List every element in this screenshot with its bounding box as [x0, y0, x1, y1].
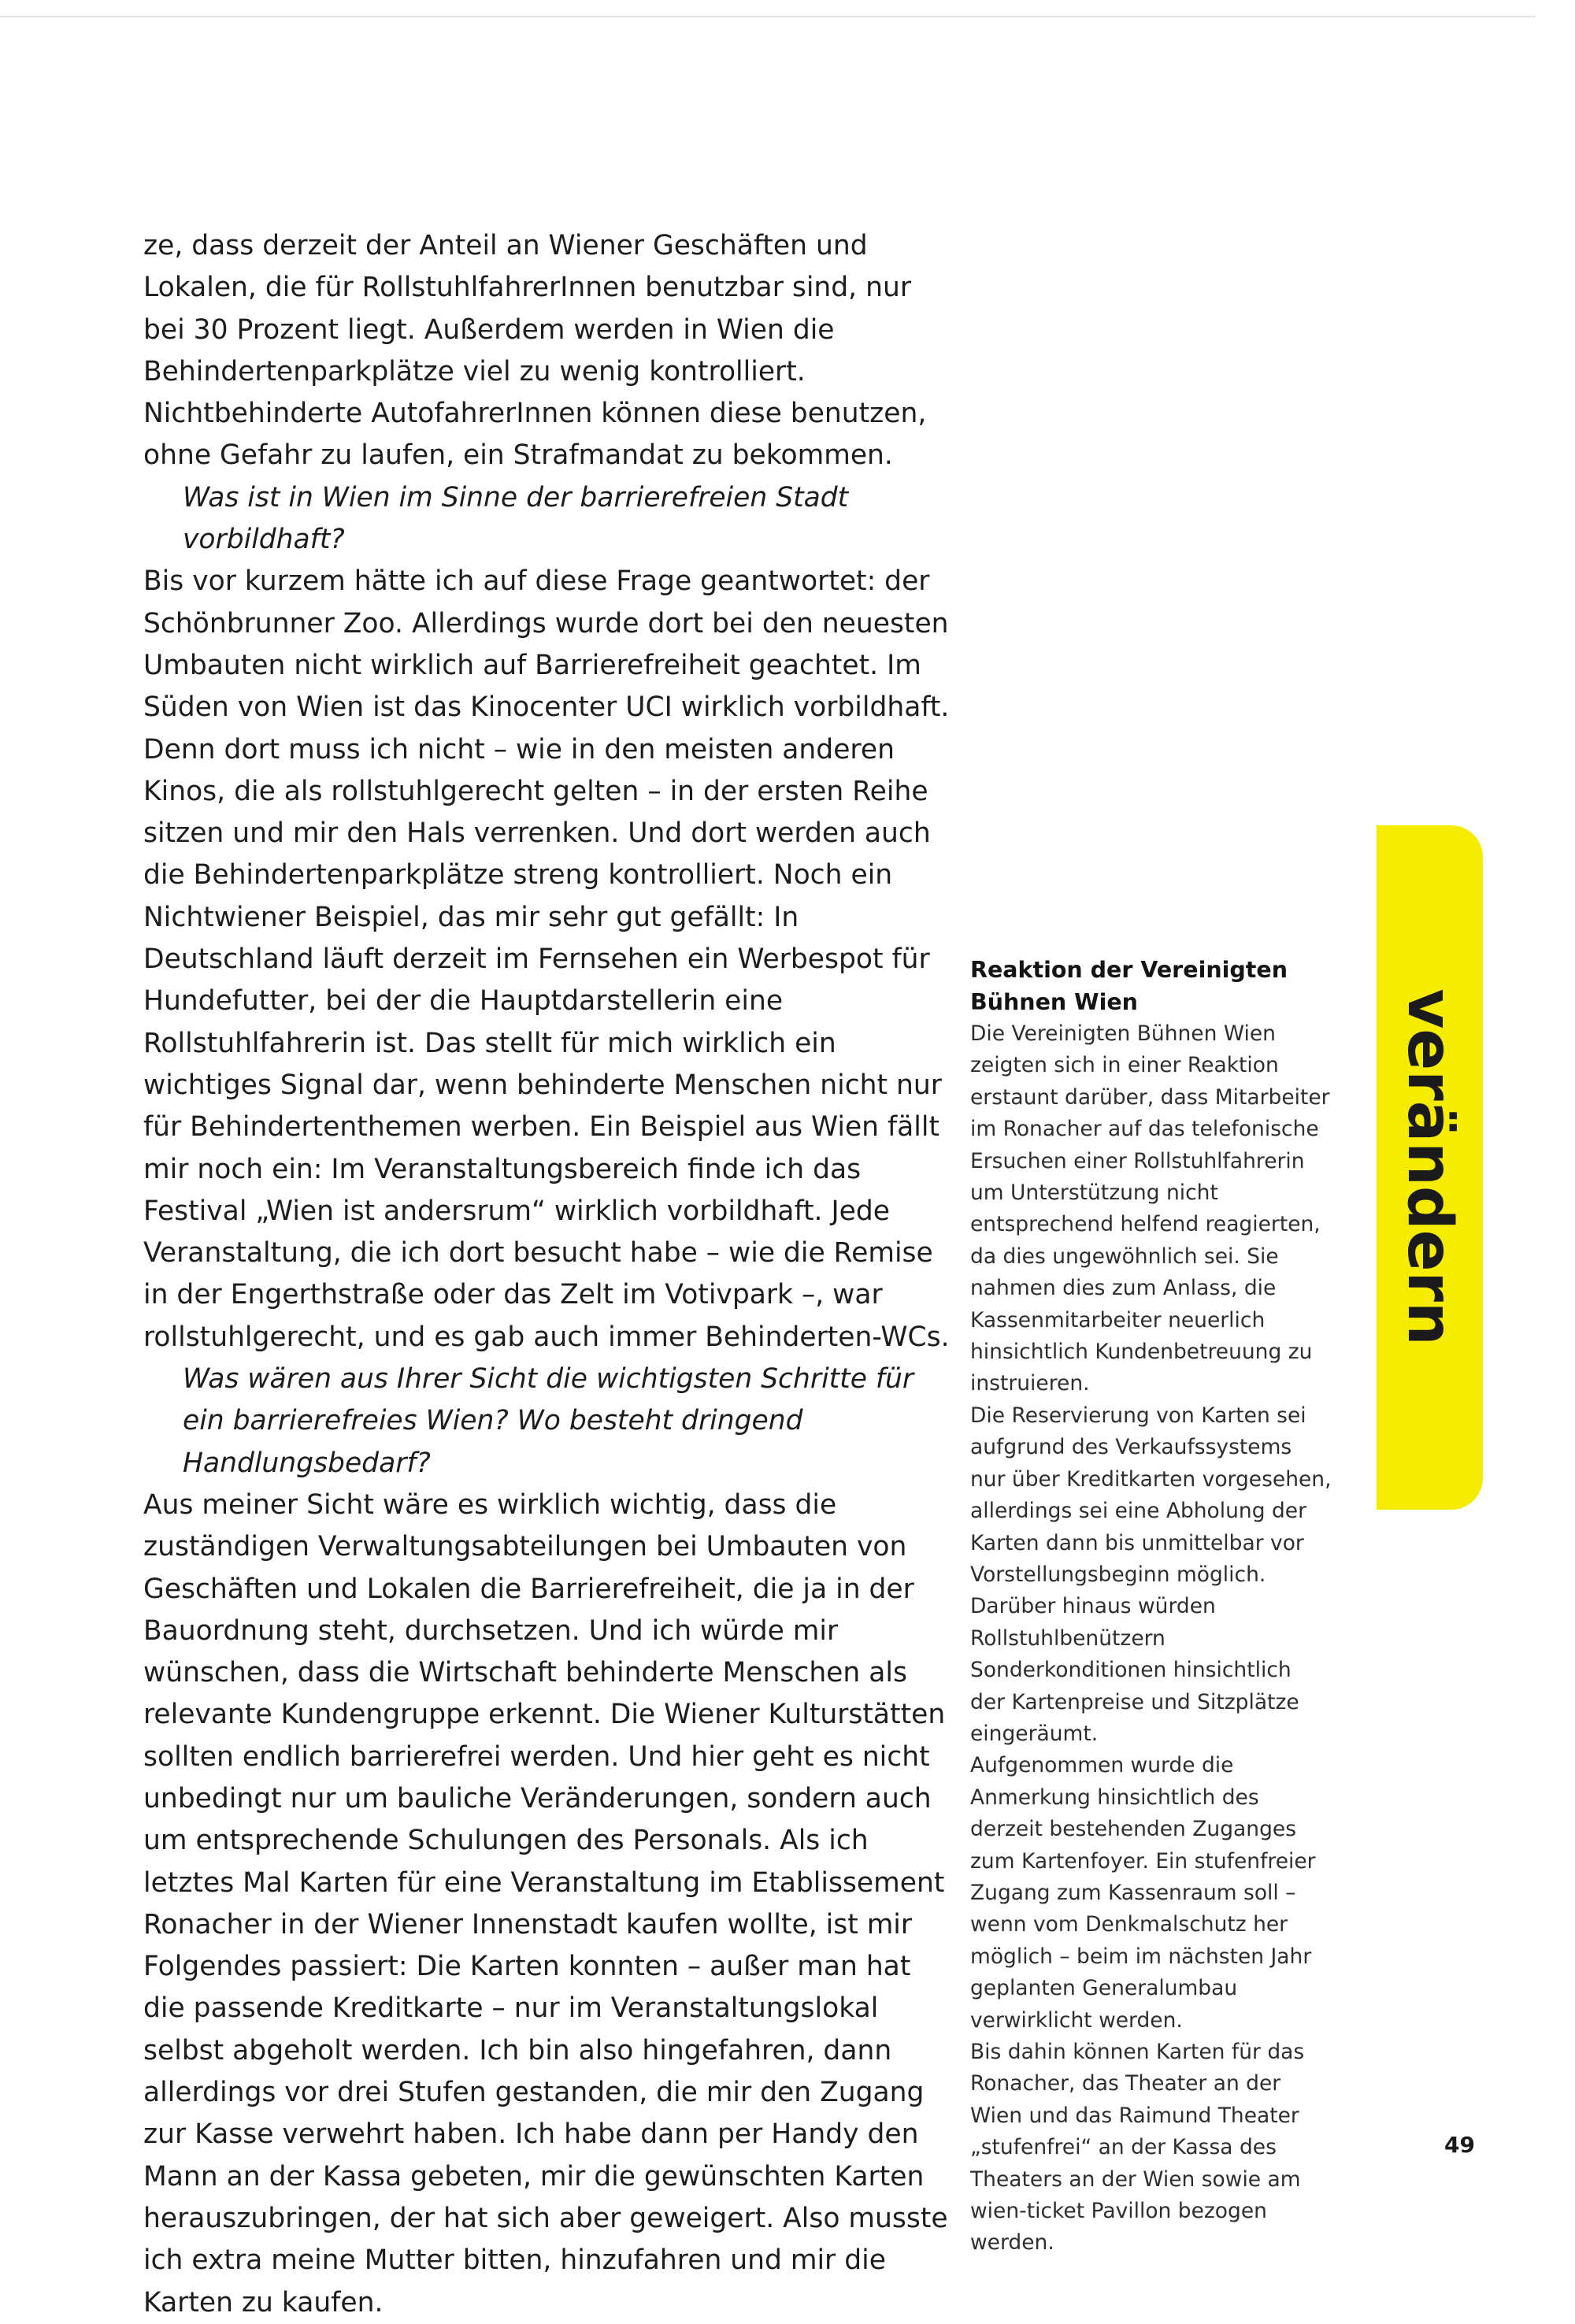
main-text-column — [143, 225, 954, 2324]
sidebar-paragraph-1: Die Vereinigten Bühnen Wien zeigten sich in einer Reaktion erstaunt darüber, dass Mitarbeiter im Ronacher auf das telefonische Ersuchen einer Rollstuhlfahrerin um Unterstützung nicht entsprechend helfend reagierten, da dies ungewöhnlich sei. Sie nahmen dies zum Anlass, die Kassenmitarbeiter neuerlich hinsichtlich Kundenbetreuung zu instruieren. — [970, 1021, 1330, 1396]
body-paragraph-1: ze, dass derzeit der Anteil an Wiener Geschäften und Lokalen, die für RollstuhlfahrerInnen benutzbar sind, nur bei 30 Prozent liegt. Außerdem werden in Wien die Behindertenparkplätze viel zu wenig kontrolliert. Nichtbehinderte AutofahrerInnen können diese benutzen, ohne Gefahr zu laufen, ein Strafmandat zu bekommen. — [143, 230, 927, 472]
sidebar-paragraph-2: Die Reservierung von Karten sei aufgrund des Verkaufssystems nur über Kreditkarten vorgesehen, allerdings sei eine Abholung der Karten dann bis unmittelbar vor Vorstellungsbeginn möglich. Darüber hinaus würden Rollstuhlbenützern Sonderkonditionen hinsichtlich der Kartenpreise und Sitzplätze eingeräumt. — [970, 1403, 1332, 1746]
page-number: 49 — [1444, 2132, 1475, 2158]
interview-question-1: Was ist in Wien im Sinne der barrierefreien Stadt vorbildhaft? — [183, 481, 849, 556]
section-tab-label: verändern — [1394, 988, 1465, 1346]
sidebar-box — [970, 954, 1332, 2259]
section-tab — [1377, 825, 1483, 1510]
sidebar-paragraph-3: Aufgenommen wurde die Anmerkung hinsichtlich des derzeit bestehenden Zuganges zum Kartenfoyer. Ein stufenfreier Zugang zum Kassenraum soll – wenn vom Denkmalschutz her möglich – beim im nächsten Jahr geplanten Generalumbau verwirklicht werden. — [970, 1753, 1316, 2033]
top-rule — [0, 16, 1536, 17]
body-paragraph-3: Aus meiner Sicht wäre es wirklich wichtig, dass die zuständigen Verwaltungsabteilungen bei Umbauten von Geschäften und Lokalen die Barrierefreiheit, die ja in der Bauordnung steht, durchsetzen. Und ich würde mir wünschen, dass die Wirtschaft behinderte Menschen als relevante Kundengruppe erkennt. Die Wiener Kulturstätten sollten endlich barrierefrei werden. Und hier geht es nicht unbedingt nur um bauliche Veränderungen, sondern auch um entsprechende Schulungen des Personals. Als ich letztes Mal Karten für eine Veranstaltung im Etablissement Ronacher in der Wiener Innenstadt kaufen wollte, ist mir Folgendes passiert: Die Karten konnten – außer man hat die passende Kreditkarte – nur im Veranstaltungslokal selbst abgeholt werden. Ich bin also hingefahren, dann allerdings vor drei Stufen gestanden, die mir den Zugang zur Kasse verwehrt haben. Ich habe dann per Handy den Mann an der Kassa gebeten, mir die gewünschten Karten herauszubringen, der hat sich aber geweigert. Also musste ich extra meine Mutter bitten, hinzufahren und mir die Karten zu kaufen. — [143, 1488, 948, 2318]
interview-question-2: Was wären aus Ihrer Sicht die wichtigsten Schritte für ein barrierefreies Wien? Wo besteht dringend Handlungsbedarf? — [183, 1363, 914, 1479]
body-paragraph-2: Bis vor kurzem hätte ich auf diese Frage geantwortet: der Schönbrunner Zoo. Allerdings wurde dort bei den neuesten Umbauten nicht wirklich auf Barrierefreiheit geachtet. Im Süden von Wien ist das Kinocenter UCI wirklich vorbildhaft. Denn dort muss ich nicht – wie in den meisten anderen Kinos, die als rollstuhlgerecht gelten – in der ersten Reihe sitzen und mir den Hals verrenken. Und dort werden auch die Behindertenparkplätze streng kontrolliert. Noch ein Nichtwiener Beispiel, das mir sehr gut gefällt: In Deutschland läuft derzeit im Fernsehen ein Werbespot für Hundefutter, bei der die Hauptdarstellerin eine Rollstuhlfahrerin ist. Das stellt für mich wirklich ein wichtiges Signal dar, wenn behinderte Menschen nicht nur für Behindertenthemen werben. Ein Beispiel aus Wien fällt mir noch ein: Im Veranstaltungsbereich finde ich das Festival „Wien ist andersrum“ wirklich vorbildhaft. Jede Veranstaltung, die ich dort besucht habe – wie die Remise in der Engerthstraße oder das Zelt im Votivpark –, war rollstuhlgerecht, und es gab auch immer Behinderten-WCs. — [143, 565, 950, 1353]
sidebar-paragraph-4: Bis dahin können Karten für das Ronacher, das Theater an der Wien und das Raimund Theater „stufenfrei“ an der Kassa des Theaters an der Wien sowie am wien-ticket Pavillon bezogen werden. — [970, 2040, 1305, 2255]
sidebar-title: Reaktion der Vereinigten Bühnen Wien — [970, 957, 1288, 1015]
